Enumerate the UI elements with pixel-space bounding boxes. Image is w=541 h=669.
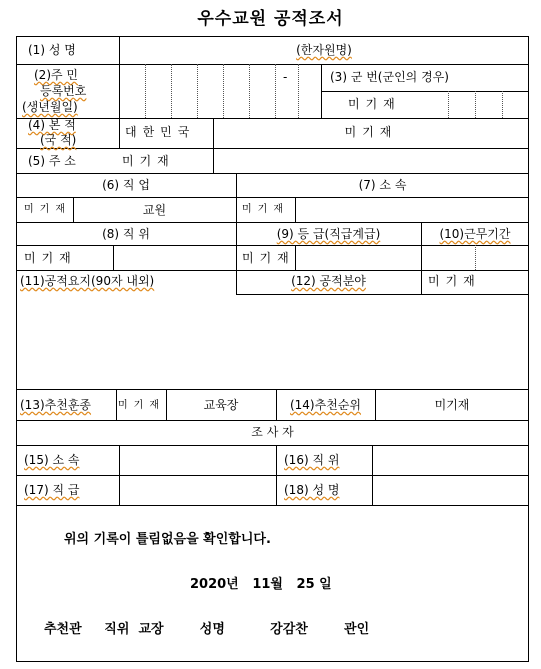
- decoration-label: (13)추천훈종: [20, 398, 92, 412]
- military-value: 미기재: [348, 97, 401, 111]
- row-line: [16, 222, 529, 223]
- row-line: [16, 389, 529, 390]
- decoration-value2: 교육장: [203, 398, 239, 412]
- row-line: [16, 118, 529, 119]
- col-line: [295, 197, 296, 222]
- military-label: (3) 군 번(군인의 경우): [330, 70, 449, 84]
- digit-cell-line: [275, 64, 276, 118]
- row-line: [16, 245, 529, 246]
- digit-cell-line: [475, 91, 476, 118]
- row-line: [16, 197, 529, 198]
- row-line: [16, 148, 529, 149]
- inv-grade-label: (17) 직 급: [24, 483, 80, 497]
- reg-dash: -: [283, 70, 288, 84]
- address-label: (5) 주 소: [28, 154, 76, 168]
- affil-value: 미기재: [242, 204, 289, 215]
- digit-cell-line: [298, 64, 299, 118]
- row-line: [16, 173, 529, 174]
- col-line: [119, 445, 120, 505]
- investigator-header: 조 사 자: [251, 425, 294, 439]
- inv-name-label: (18) 성 명: [284, 483, 340, 497]
- affil-label: (7) 소 속: [358, 178, 407, 192]
- row-line: [321, 91, 529, 92]
- job-label: (6) 직 업: [102, 178, 150, 192]
- name-label: (1) 성 명: [28, 43, 76, 57]
- inv-position-label: (16) 직 위: [284, 453, 340, 467]
- row-line: [16, 475, 529, 476]
- merit-label: (11)공적요지(90자 내외): [20, 274, 155, 288]
- row-line: [16, 270, 529, 271]
- grade-value: 미기재: [242, 251, 295, 265]
- col-line: [321, 64, 322, 118]
- col-line: [116, 389, 117, 420]
- digit-cell-line: [223, 64, 224, 118]
- reg-label-1: (2)주 민: [34, 68, 78, 82]
- digit-cell-line: [171, 64, 172, 118]
- period-label: (10)근무기간: [439, 227, 511, 241]
- digit-cell-line: [502, 91, 503, 118]
- rank-value: 미기재: [434, 398, 470, 412]
- col-line: [276, 445, 277, 505]
- decoration-value: 미기재: [118, 400, 165, 411]
- address-value: 미기재: [122, 154, 175, 168]
- digit-cell-line: [249, 64, 250, 118]
- digit-cell-line: [448, 91, 449, 118]
- job-value-left: 미기재: [24, 204, 71, 215]
- row-line: [236, 294, 529, 295]
- reg-label-3: (생년월일): [22, 100, 78, 114]
- col-line: [113, 245, 114, 270]
- origin-value2: 미기재: [344, 125, 398, 139]
- digit-cell-line: [145, 64, 146, 118]
- position-value: 미기재: [24, 251, 77, 265]
- confirm-statement: 위의 기록이 틀림없음을 확인합니다.: [64, 532, 271, 547]
- origin-value: 대한민국: [125, 125, 196, 139]
- confirm-date: 2020년 11월 25 일: [190, 577, 332, 592]
- origin-label-1: (4) 본 적: [28, 118, 76, 132]
- document-title: 우수교원 공적조서: [197, 9, 344, 29]
- row-line: [16, 505, 529, 506]
- digit-cell-line: [475, 245, 476, 270]
- position-label: (8) 직 위: [102, 227, 150, 241]
- reg-label-2: 등록번호: [40, 84, 87, 98]
- grade-label: (9) 등 급(직급계급): [276, 227, 381, 241]
- name-value: (한자원명): [296, 43, 352, 57]
- origin-label-2: (국 적): [40, 133, 77, 147]
- col-line: [295, 245, 296, 270]
- confirm-signer: 추천관 직위 교장 성명 강감찬 관인: [44, 622, 370, 637]
- col-line: [372, 445, 373, 505]
- row-line: [16, 64, 529, 65]
- inv-affil-label: (15) 소 속: [24, 453, 80, 467]
- field-label: (12) 공적분야: [291, 274, 366, 288]
- rank-label: (14)추천순위: [289, 398, 361, 412]
- row-line: [16, 445, 529, 446]
- digit-cell-line: [197, 64, 198, 118]
- row-line: [16, 420, 529, 421]
- field-value: 미기재: [428, 274, 481, 288]
- job-value: 교원: [142, 203, 167, 217]
